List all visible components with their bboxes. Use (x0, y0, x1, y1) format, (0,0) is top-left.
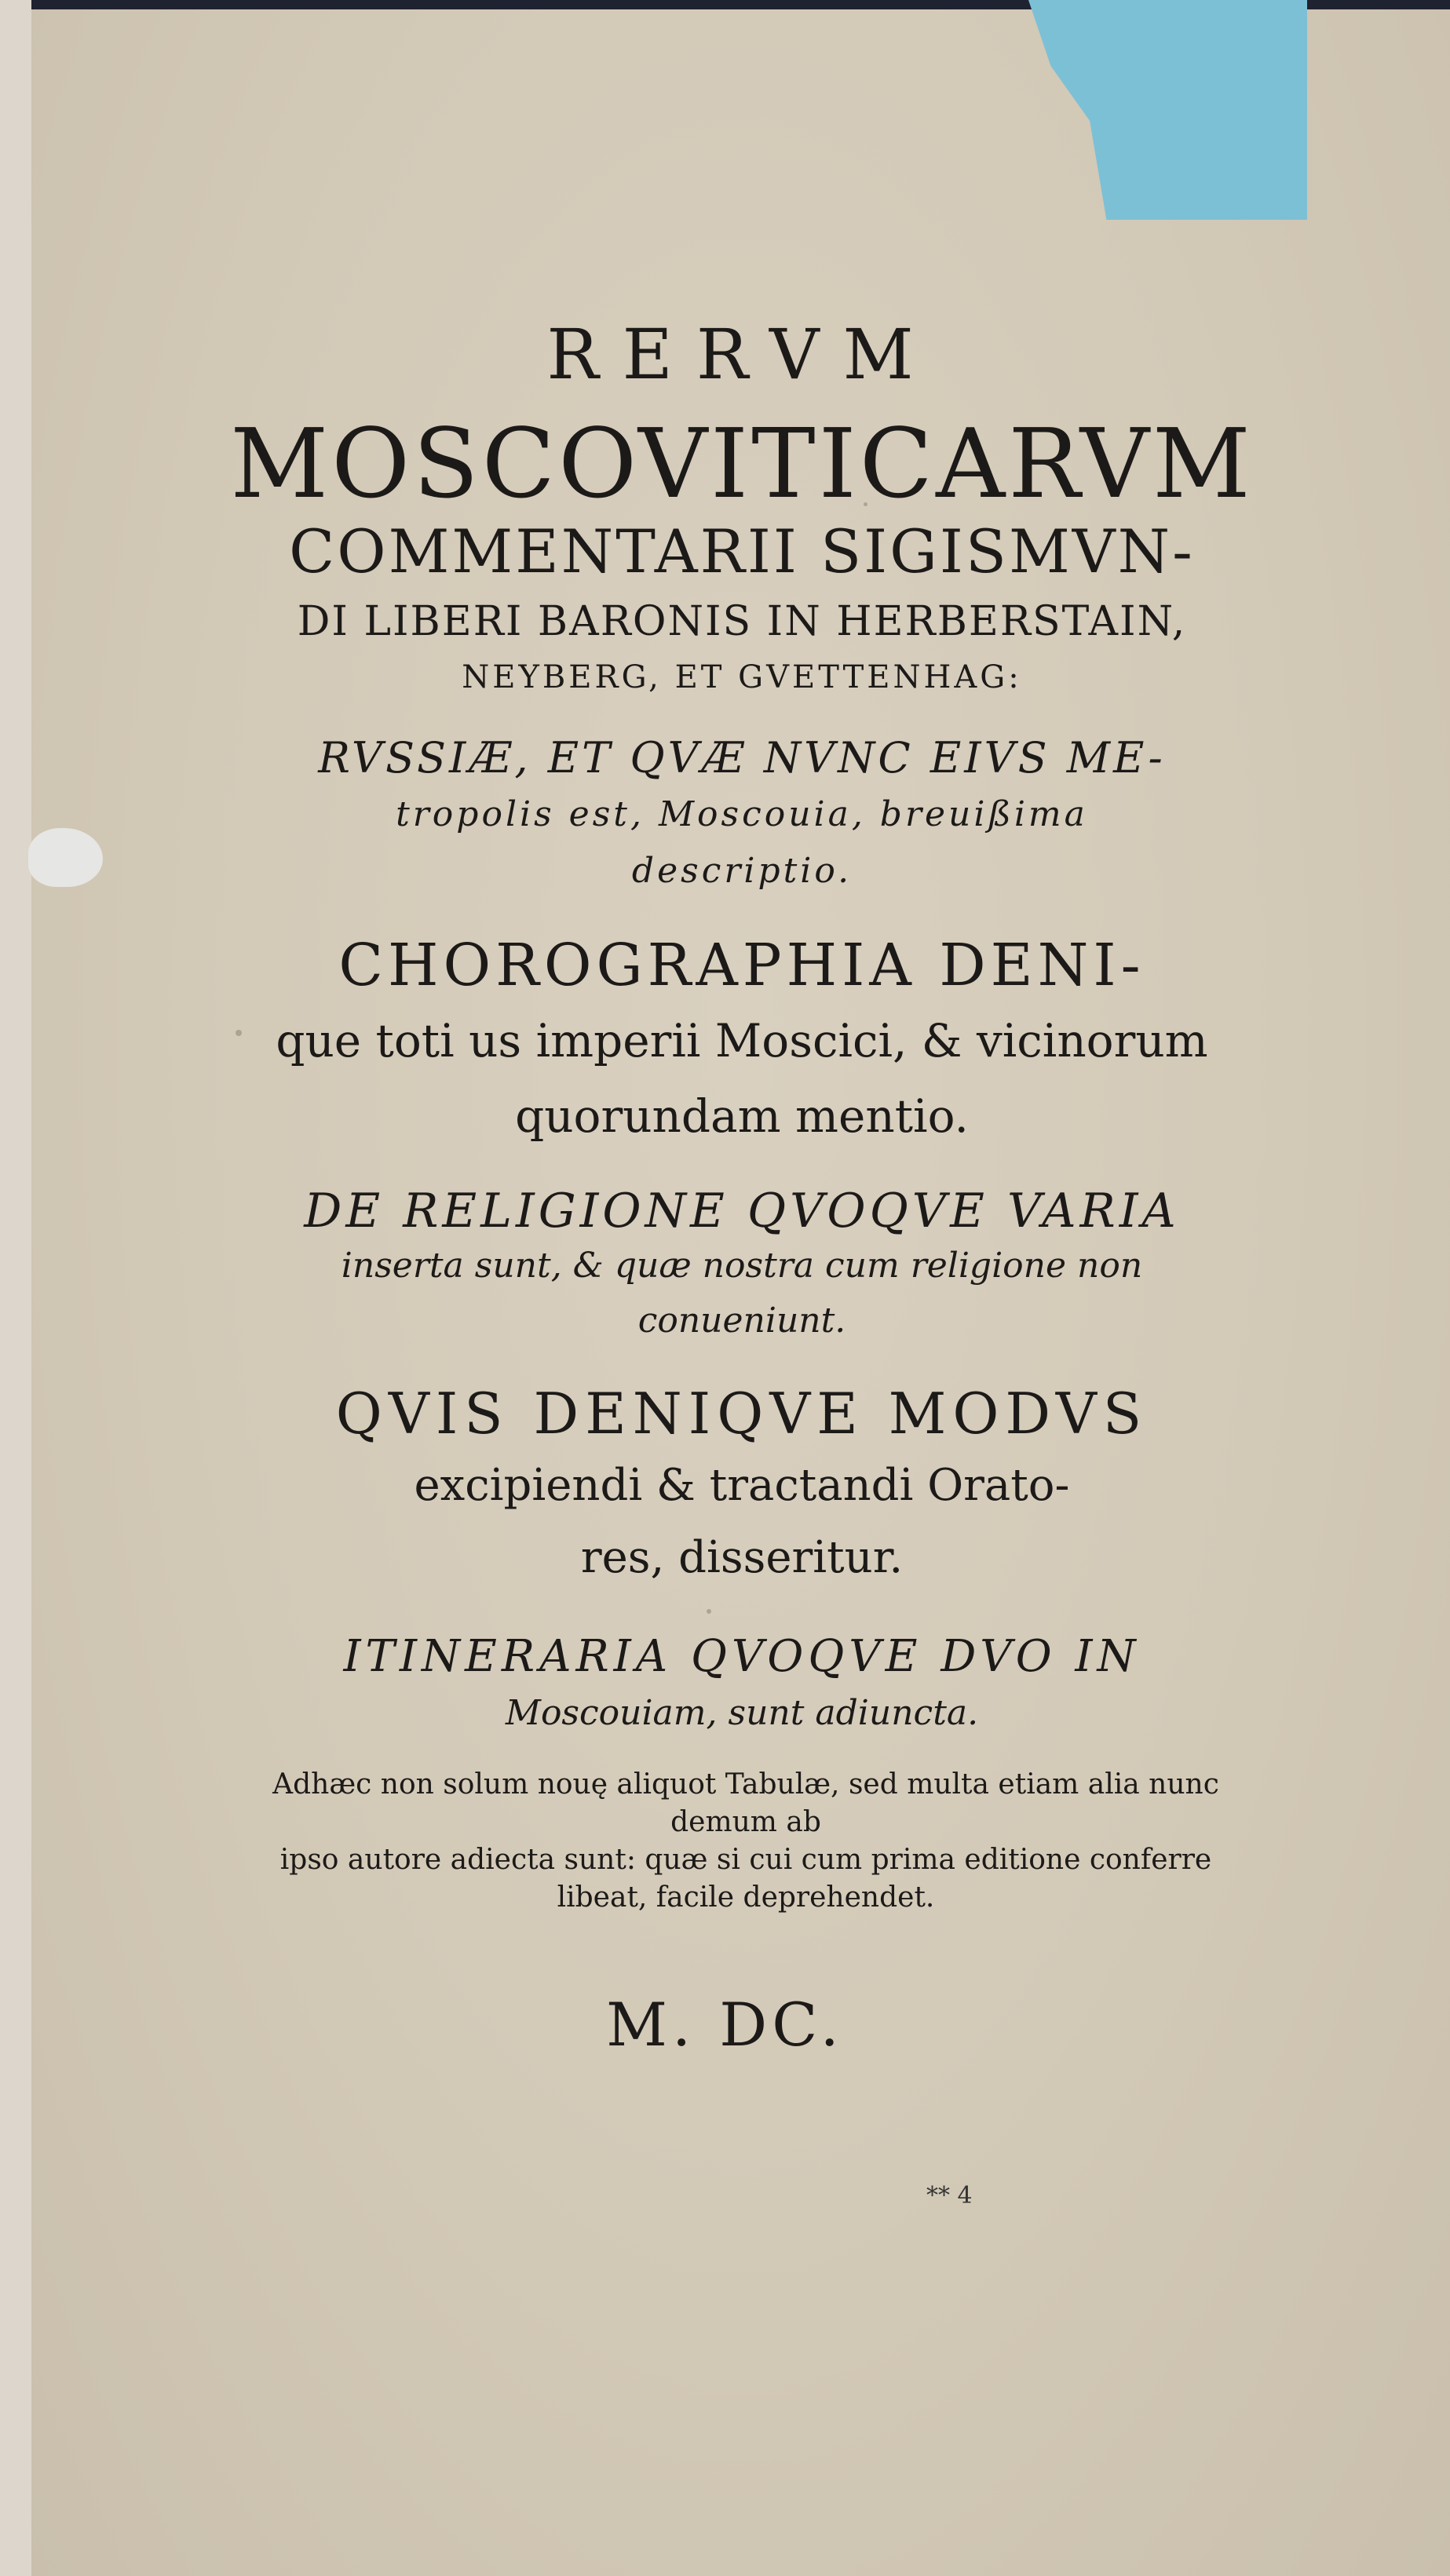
chorographia-heading: CHOROGRAPHIA DENI- (338, 932, 1145, 999)
chorographia-subline: que toti us imperii Moscici, & vicinorum (276, 1014, 1208, 1067)
religione-subline: inserta sunt, & quæ nostra cum religione non (341, 1246, 1143, 1286)
title-line-5: NEYBERG, ET GVETTENHAG: (462, 659, 1022, 695)
modus-subline: excipiendi & tractandi Orato- (414, 1460, 1070, 1511)
chorographia-section (173, 928, 1311, 1154)
itineraria-section (173, 1629, 1311, 1742)
book-edge (0, 0, 31, 2576)
title-line-4: DI LIBERI BARONIS IN HERBERSTAIN, (297, 598, 1187, 645)
itineraria-subline: Moscouiam, sunt adiuncta. (505, 1693, 979, 1733)
russia-subline: tropolis est, Moscouia, breuißima (396, 794, 1088, 834)
title-line-3: COMMENTARII SIGISMVN- (289, 516, 1195, 586)
edition-note-line: Adhæc non solum nouę aliquot Tabulæ, sed multa etiam alia nunc demum ab (272, 1768, 1219, 1838)
page-tear (28, 828, 103, 887)
modus-subline: res, disseritur. (580, 1532, 904, 1583)
signature-mark: ** 4 (926, 2182, 973, 2209)
title-line-1: RERVM (546, 314, 937, 395)
modus-section (173, 1377, 1311, 1594)
russia-subline: descriptio. (631, 851, 853, 891)
edition-note-line: libeat, facile deprehendet. (557, 1881, 935, 1914)
religione-section (173, 1184, 1311, 1348)
edition-note-line: ipso autore adiecta sunt: quæ si cui cum prima editione conferre (279, 1844, 1212, 1876)
russia-section (173, 730, 1311, 899)
title-line-2: MOSCOVITICARVM (230, 408, 1254, 520)
chorographia-subline: quorundam mentio. (515, 1089, 969, 1143)
itineraria-heading: ITINERARIA QVOQVE DVO IN (343, 1631, 1141, 1682)
imprint-date: M. DC. (606, 1990, 844, 2060)
russia-heading: RVSSIÆ, ET QVÆ NVNC EIVS ME- (318, 733, 1166, 783)
edition-note (220, 1766, 1272, 1917)
modus-heading: QVIS DENIQVE MODVS (335, 1381, 1149, 1447)
religione-heading: DE RELIGIONE QVOQVE VARIA (304, 1184, 1180, 1239)
ink-fleck (707, 1609, 711, 1614)
religione-subline: conueniunt. (637, 1301, 846, 1341)
